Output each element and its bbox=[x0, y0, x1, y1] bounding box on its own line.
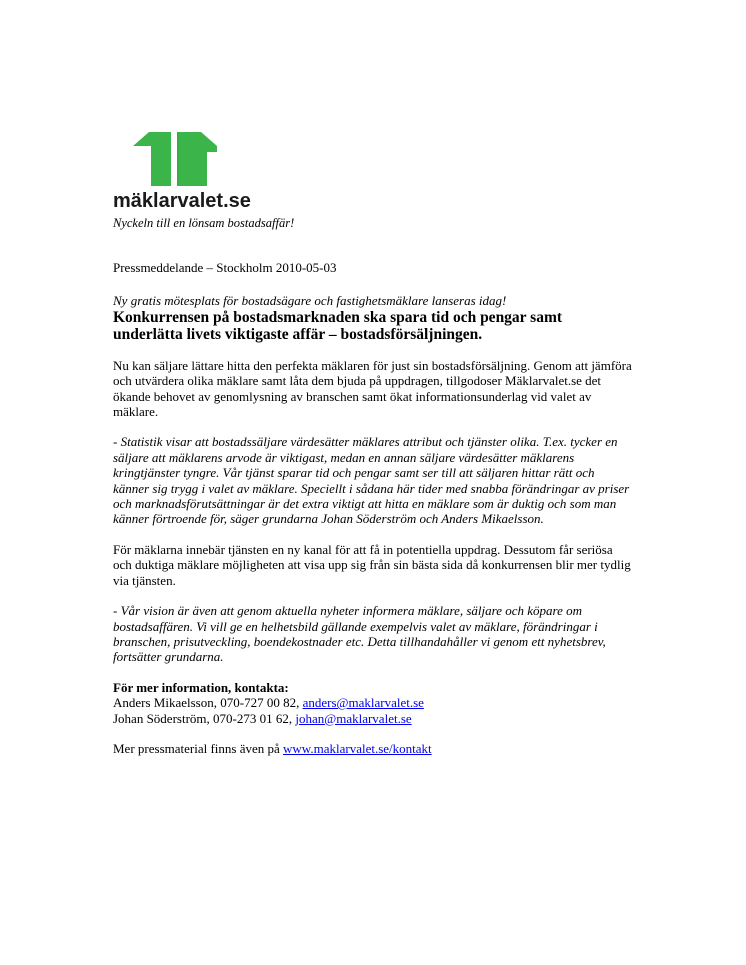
brokers-paragraph: För mäklarna innebär tjänsten en ny kanal för att få in potentiella uppdrag. Dessutom får seriösa och duktiga mäklare möjligheten att visa upp sig från sin bästa sida då konkurrensen blir mer tydlig via tjänsten. bbox=[113, 541, 631, 588]
headline: Konkurrensen på bostadsmarknaden ska spara tid och pengar samt underlätta livets viktigaste affär – bostadsförsäljningen. bbox=[113, 308, 563, 344]
email-link-anders[interactable]: anders@maklarvalet.se bbox=[302, 695, 424, 711]
press-release-body bbox=[113, 260, 633, 756]
brand-name: mäklarvalet.se bbox=[113, 190, 251, 212]
press-line: Pressmeddelande – Stockholm 2010-05-03 bbox=[113, 260, 337, 275]
brand-tagline: Nyckeln till en lönsam bostadsaffär! bbox=[113, 216, 295, 230]
contact-line bbox=[113, 711, 633, 726]
house-key-logo-icon bbox=[133, 128, 217, 186]
founders-quote-2: - Vår vision är även att genom aktuella nyheter informera mäklare, säljare och köpare om bostadsaffären. Vi vill ge en helhetsbild gällande exempelvis valet av mäklare, förändringar i branschen, prisutveckling, boendekostnader etc. Detta tillhandahåller vi genom ett nyhetsbrev, fortsätter grundarna. bbox=[113, 603, 606, 665]
brand-logo bbox=[113, 128, 253, 218]
intro-paragraph: Nu kan säljare lättare hitta den perfekta mäklaren för just sin bostadsförsäljning. Genom att jämföra och utvärdera olika mäklare samt låta dem bjuda på uppdragen, tillgodoser Mäklarvalet.se det ökande behovet av genomlysning av branschen samt ökat informationsunderlag vid valet av mäklare. bbox=[113, 357, 632, 420]
founders-quote-1: - Statistik visar att bostadssäljare värdesätter mäklares attribut och tjänster olika. T.ex. tycker en säljare att mäklarens arvode är viktigast, medan en annan säljare värdesätter mäklarens kringtjänster tyngre. Vår tjänst sparar tid och pengar samt ser till att säljaren hittar rätt och känner sig trygg i valet av mäklare. Speciellt i sådana här tider med snabba förändringar av priser och marknadsförutsättningar är det extra viktigt att hitta en mäklare som är duktig och som man känner förtroende för, säger grundarna Johan Söderström och Anders Mikaelsson. bbox=[113, 434, 630, 527]
contact-line bbox=[113, 695, 633, 710]
contact-text: Anders Mikaelsson, 070-727 00 82, bbox=[113, 695, 303, 711]
subheadline: Ny gratis mötesplats för bostadsägare och fastighetsmäklare lanseras idag! bbox=[113, 293, 507, 309]
contact-text: Johan Söderström, 070-273 01 62, bbox=[113, 710, 296, 726]
more-material-line bbox=[113, 741, 633, 756]
contact-page-link[interactable]: www.maklarvalet.se/kontakt bbox=[283, 740, 432, 756]
email-link-johan[interactable]: johan@maklarvalet.se bbox=[295, 710, 412, 726]
more-text: Mer pressmaterial finns även på bbox=[113, 740, 284, 756]
contact-heading: För mer information, kontakta: bbox=[113, 679, 289, 695]
